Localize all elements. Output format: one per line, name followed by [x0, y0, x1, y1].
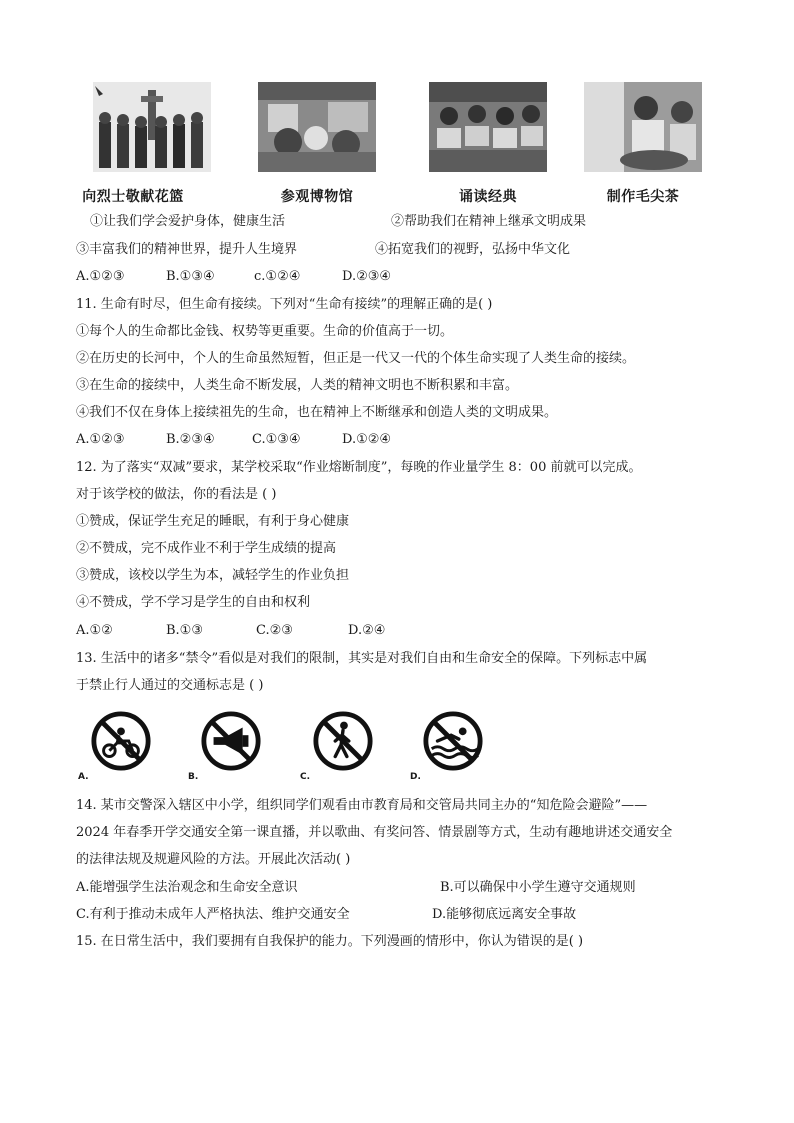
q14-stem-line-1: 14. 某市交警深入辖区中小学，组织同学们观看由市教育局和交管局共同主办的“知危险会避险”—— — [76, 798, 648, 813]
option-a[interactable]: A.①②③ — [76, 269, 125, 284]
q13-stem-line-2: 于禁止行人通过的交通标志是 ( ) — [76, 678, 264, 693]
q10-statement-4: ④拓宽我们的视野，弘扬中华文化 — [375, 242, 571, 257]
q10-statement-1: ①让我们学会爱护身体，健康生活 — [90, 214, 286, 229]
option-b[interactable]: B.②③④ — [166, 432, 215, 447]
photo-museum — [258, 82, 376, 172]
sign-option-c[interactable] — [298, 704, 378, 788]
no-motorcycle-icon — [90, 710, 152, 772]
option-d[interactable]: D.②④ — [348, 623, 386, 638]
no-swimming-icon — [422, 710, 484, 772]
sign-label: C. — [300, 772, 311, 782]
option-d[interactable]: D.①②④ — [342, 432, 392, 447]
photo-caption: 参观博物馆 — [280, 189, 354, 205]
option-b[interactable]: B.①③④ — [166, 269, 215, 284]
q12-statement-1: ①赞成，保证学生充足的睡眠，有利于身心健康 — [76, 514, 350, 529]
sign-label: A. — [78, 772, 89, 782]
no-horn-icon — [200, 710, 262, 772]
q12-stem-line-2: 对于该学校的做法，你的看法是 ( ) — [76, 487, 277, 502]
q12-stem-line-1: 12. 为了落实“双减”要求，某学校采取“作业熔断制度”，每晚的作业量学生 8：00 前就可以完成。 — [76, 460, 642, 475]
option-c[interactable]: C.②③ — [256, 623, 293, 638]
photo-caption: 诵读经典 — [459, 189, 517, 205]
q12-statement-2: ②不赞成，完不成作业不利于学生成绩的提高 — [76, 541, 337, 556]
q10-statement-2: ②帮助我们在精神上继承文明成果 — [391, 214, 587, 229]
q11-statement-3: ③在生命的接续中，人类生命不断发展，人类的精神文明也不断积累和丰富。 — [76, 378, 519, 393]
sign-option-b[interactable] — [186, 704, 266, 788]
q11-statement-4: ④我们不仅在身体上接续祖先的生命，也在精神上不断继承和创造人类的文明成果。 — [76, 405, 558, 420]
photo-caption: 向烈士敬献花篮 — [82, 189, 184, 205]
photo-tea — [584, 82, 702, 172]
q12-statement-4: ④不赞成，学不学习是学生的自由和权利 — [76, 595, 311, 610]
q11-statement-2: ②在历史的长河中，个人的生命虽然短暂，但正是一代又一代的个体生命实现了人类生命的接续。 — [76, 351, 636, 366]
option-d[interactable]: D.②③④ — [342, 269, 392, 284]
q10-options — [76, 269, 391, 285]
photo-reading — [429, 82, 547, 172]
q14-option-c[interactable]: C.有利于推动未成年人严格执法、维护交通安全 — [76, 907, 350, 922]
q10-statement-3: ③丰富我们的精神世界，提升人生境界 — [76, 242, 298, 257]
sign-label: D. — [410, 772, 421, 782]
option-a[interactable]: A.①② — [76, 623, 113, 638]
q13-stem-line-1: 13. 生活中的诸多“禁令”看似是对我们的限制，其实是对我们自由和生命安全的保障。下列标志中属 — [76, 651, 648, 666]
sign-label: B. — [188, 772, 199, 782]
q14-option-a[interactable]: A.能增强学生法治观念和生命安全意识 — [76, 880, 298, 895]
photo-row — [82, 82, 713, 212]
q11-statement-1: ①每个人的生命都比金钱、权势等更重要。生命的价值高于一切。 — [76, 324, 454, 339]
q14-option-b[interactable]: B.可以确保中小学生遵守交通规则 — [440, 880, 636, 895]
sign-option-d[interactable] — [408, 704, 488, 788]
q11-options — [76, 432, 391, 448]
traffic-signs — [76, 704, 516, 788]
q11-stem: 11. 生命有时尽，但生命有接续。下列对“生命有接续”的理解正确的是( ) — [76, 297, 493, 312]
option-c[interactable]: c.①②④ — [254, 269, 301, 284]
option-b[interactable]: B.①③ — [166, 623, 203, 638]
option-a[interactable]: A.①②③ — [76, 432, 125, 447]
sign-option-a[interactable] — [76, 704, 156, 788]
q14-option-d[interactable]: D.能够彻底远离安全事故 — [432, 907, 577, 922]
option-c[interactable]: C.①③④ — [252, 432, 301, 447]
q12-options — [76, 623, 385, 639]
q14-stem-line-3: 的法律法规及规避风险的方法。开展此次活动( ) — [76, 852, 351, 867]
photo-caption: 制作毛尖茶 — [606, 189, 680, 205]
q12-statement-3: ③赞成，该校以学生为本，减轻学生的作业负担 — [76, 568, 350, 583]
q14-stem-line-2: 2024 年春季开学交通安全第一课直播，并以歌曲、有奖问答、情景剧等方式，生动有趣地讲述交通安全 — [76, 825, 673, 840]
photo-flower-basket — [93, 82, 211, 172]
q15-stem: 15. 在日常生活中，我们要拥有自我保护的能力。下列漫画的情形中，你认为错误的是( ) — [76, 934, 584, 949]
no-pedestrian-icon — [312, 710, 374, 772]
